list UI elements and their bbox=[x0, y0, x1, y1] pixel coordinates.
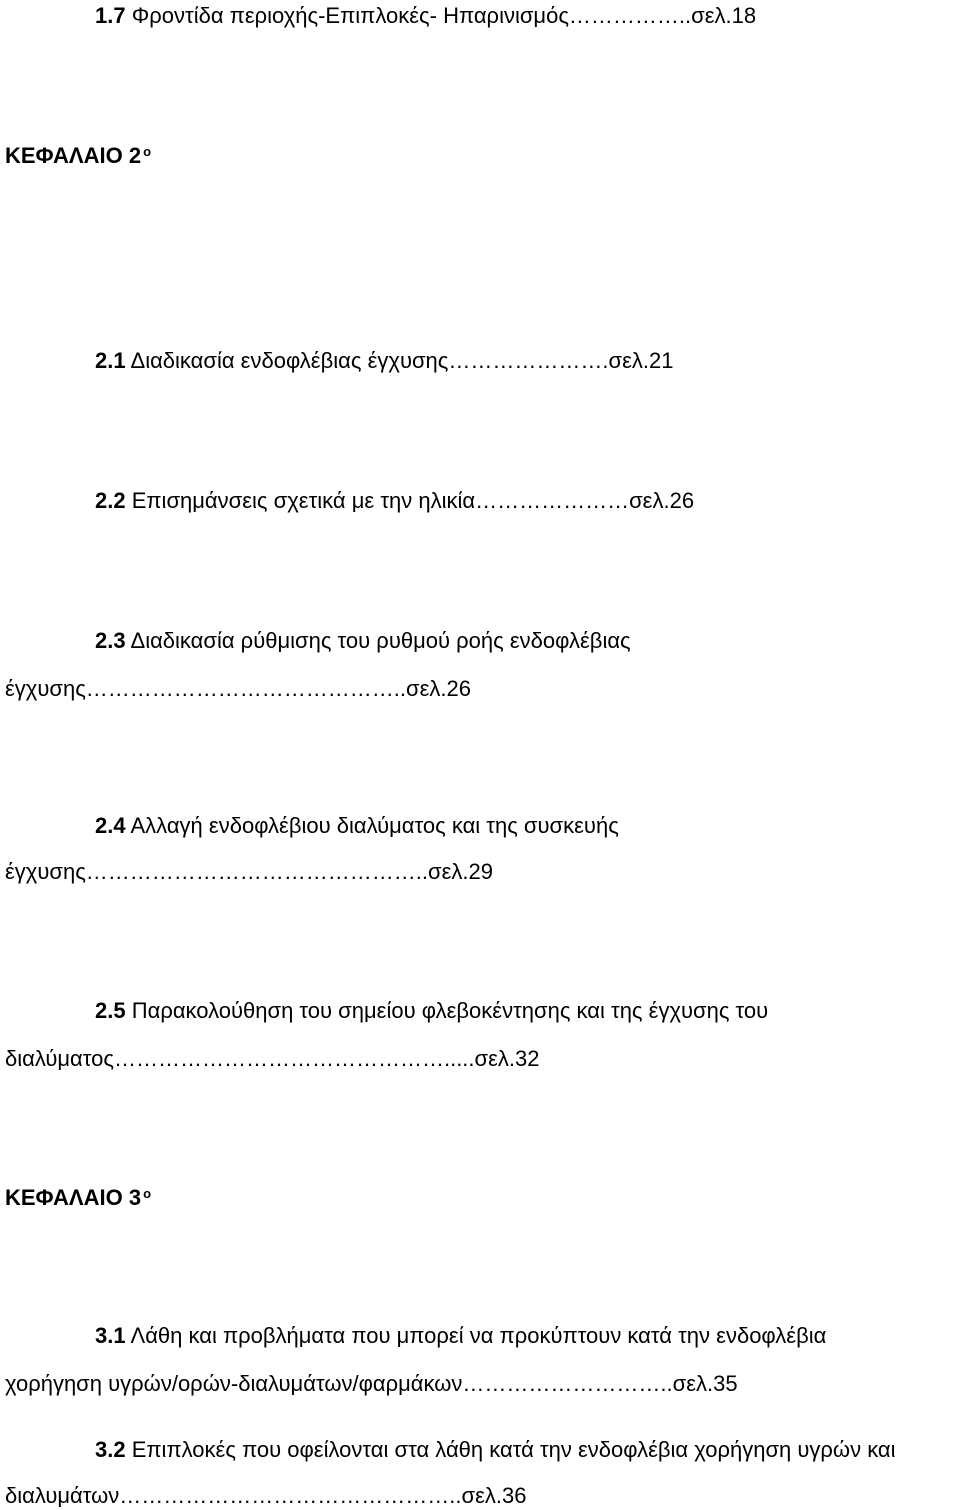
section-number: 3.1 bbox=[95, 1323, 126, 1348]
chapter-label: ΚΕΦΑΛΑΙΟ 3 bbox=[5, 1185, 142, 1210]
section-title: Φροντίδα περιοχής-Επιπλοκές- Ηπαρινισμός……………..σελ.18 bbox=[125, 3, 757, 28]
section-title: Επισημάνσεις σχετικά με την ηλικία…………………σελ.26 bbox=[125, 488, 695, 513]
toc-item-3-1-continuation bbox=[5, 1370, 738, 1398]
chapter-ordinal-mark: ο bbox=[143, 1186, 152, 1201]
toc-item-2-3-continuation bbox=[5, 675, 471, 703]
toc-item-2-5-continuation bbox=[5, 1045, 540, 1073]
section-title-line1: Επιπλοκές που οφείλονται στα λάθη κατά την ενδοφλέβια χορήγηση υγρών και bbox=[125, 1437, 896, 1462]
section-number: 3.2 bbox=[95, 1437, 126, 1462]
section-title-line1: Διαδικασία ρύθμισης του ρυθμού ροής ενδοφλέβιας bbox=[125, 628, 631, 653]
section-title-line1: Αλλαγή ενδοφλέβιου διαλύματος και της συσκευής bbox=[125, 813, 619, 838]
section-number: 2.2 bbox=[95, 488, 126, 513]
section-number: 2.4 bbox=[95, 813, 126, 838]
section-title: Διαδικασία ενδοφλέβιας έγχυσης………………….σελ.21 bbox=[125, 348, 674, 373]
toc-item-1-7 bbox=[95, 2, 756, 30]
toc-item-2-1 bbox=[95, 347, 673, 375]
section-title-line1: Λάθη και προβλήματα που μπορεί να προκύπτουν κατά την ενδοφλέβια bbox=[125, 1323, 827, 1348]
toc-item-2-3 bbox=[95, 627, 631, 655]
section-title-line2: έγχυσης………………………………………..σελ.29 bbox=[5, 859, 493, 884]
toc-item-3-1 bbox=[95, 1322, 826, 1350]
section-title-line2: διαλυμάτων………………………………………..σελ.36 bbox=[5, 1483, 527, 1508]
section-number: 2.3 bbox=[95, 628, 126, 653]
section-title-line2: έγχυσης……………………………………..σελ.26 bbox=[5, 676, 471, 701]
section-number: 2.1 bbox=[95, 348, 126, 373]
section-number: 1.7 bbox=[95, 3, 126, 28]
section-title-line2: διαλύματος……………………………………….....σελ.32 bbox=[5, 1046, 540, 1071]
toc-item-3-2 bbox=[95, 1436, 896, 1464]
section-title-line2: χορήγηση υγρών/ορών-διαλυμάτων/φαρμάκων………………………..σελ.35 bbox=[5, 1371, 738, 1396]
toc-item-2-2 bbox=[95, 487, 694, 515]
chapter-heading-2 bbox=[5, 142, 151, 170]
chapter-heading-3 bbox=[5, 1184, 151, 1212]
chapter-label: ΚΕΦΑΛΑΙΟ 2 bbox=[5, 143, 142, 168]
toc-item-3-2-continuation bbox=[5, 1482, 527, 1510]
chapter-ordinal-mark: ο bbox=[143, 144, 152, 159]
toc-item-2-5 bbox=[95, 997, 768, 1025]
section-number: 2.5 bbox=[95, 998, 126, 1023]
toc-item-2-4 bbox=[95, 812, 619, 840]
section-title-line1: Παρακολούθηση του σημείου φλεβοκέντησης και της έγχυσης του bbox=[125, 998, 769, 1023]
toc-item-2-4-continuation bbox=[5, 858, 493, 886]
